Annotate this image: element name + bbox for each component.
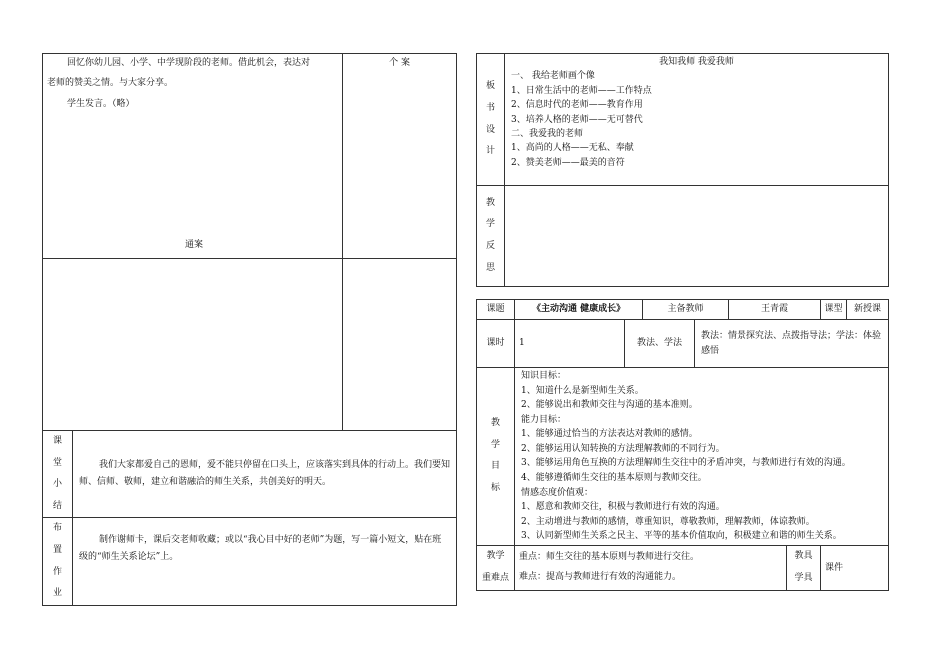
goal-line: 情感态度价值观：	[521, 487, 594, 498]
gean-cell	[343, 54, 457, 259]
board-label-cell	[477, 54, 505, 186]
tools-label-2: 学具	[794, 572, 813, 583]
summary-label-cell	[43, 431, 73, 518]
board-line: 3、培养人格的老师——无可替代	[511, 114, 643, 125]
summary-label-char: 堂	[52, 457, 62, 468]
tools-label-1: 教具	[794, 551, 813, 562]
tongan-label: 通案	[185, 240, 204, 250]
goal-line: 能力目标：	[521, 414, 567, 425]
reflection-label-char: 反	[485, 241, 495, 251]
board-line: 1、日常生活中的老师——工作特点	[511, 85, 652, 96]
board-line: 二、我爱我的老师	[511, 128, 584, 139]
goal-line: 1、愿意和教师交往，积极与教师进行有效的沟通。	[521, 502, 725, 513]
review-line: 老师的赞美之情。与大家分享。	[47, 78, 174, 89]
tools-label-cell	[787, 545, 821, 590]
review-line: 学生发言。（略）	[67, 98, 135, 109]
board-label-char: 设	[485, 124, 495, 135]
key-point: 重点：师生交往的基本原则与教师进行交往。	[519, 551, 700, 562]
board-label-char: 板	[485, 81, 495, 92]
goal-line: 2、能够运用认知转换的方法理解教师的不同行为。	[521, 443, 725, 454]
blank-side-cell	[343, 259, 457, 431]
key-label-1: 教学	[486, 551, 505, 562]
topic-value: 《主动沟通 健康成长》	[515, 300, 643, 320]
goal-label-char: 标	[490, 483, 500, 494]
homework-label-char: 布	[52, 523, 62, 534]
board-line: 一、 我给老师画个像	[511, 71, 595, 82]
method-value: 教法：情景探究法、点拨指导法；学法：体验感悟	[695, 320, 889, 368]
tools-value: 课件	[821, 545, 889, 590]
summary-label-char: 小	[52, 479, 62, 490]
type-value: 新授课	[847, 300, 889, 320]
board-line: 1、高尚的人格——无私、奉献	[511, 143, 634, 154]
board-design-table	[476, 53, 889, 287]
board-title: 我知我师 我爱我师	[659, 57, 734, 67]
lesson-plan-table	[476, 299, 889, 591]
goal-line: 知识目标：	[521, 371, 567, 381]
goal-line: 4、能够遵循师生交往的基本原则与教师交往。	[521, 473, 707, 484]
reflection-label-cell	[477, 186, 505, 287]
goal-line: 3、能够运用角色互换的方法理解师生交往中的矛盾冲突，与教师进行有效的沟通。	[521, 458, 851, 469]
homework-cell	[73, 518, 457, 605]
key-label-cell	[477, 545, 515, 590]
board-label-char: 计	[485, 146, 495, 157]
gean-label: 个 案	[389, 58, 410, 68]
type-label: 课型	[821, 300, 847, 320]
review-cell	[43, 54, 343, 259]
goal-line: 1、能够通过恰当的方法表达对教师的感情。	[521, 429, 698, 440]
method-label: 教法、学法	[625, 320, 695, 368]
goal-label-cell	[477, 368, 515, 546]
hours-value: 1	[515, 320, 625, 368]
goal-label-char: 教	[490, 418, 500, 429]
left-lesson-table	[42, 53, 457, 606]
reflection-label-char: 教	[485, 197, 495, 208]
goal-content-cell	[515, 368, 889, 546]
homework-label-char: 业	[52, 588, 62, 599]
board-line: 2、赞美老师——最美的音符	[511, 157, 625, 168]
key-content-cell	[515, 545, 787, 590]
difficult-point: 难点：提高与教师进行有效的沟通能力。	[519, 571, 682, 582]
hours-label: 课时	[477, 320, 515, 368]
teacher-value: 王青霞	[729, 300, 821, 320]
goal-line: 1、知道什么是新型师生关系。	[521, 385, 644, 396]
homework-label-cell	[43, 518, 73, 605]
summary-text: 我们大家都爱自己的恩师，爱不能只停留在口头上，应该落实到具体的行动上。我们要知师、信师、敬师，建立和谐融洽的师生关系，共创美好的明天。	[79, 460, 451, 488]
reflection-content-cell	[505, 186, 889, 287]
topic-label: 课题	[477, 300, 515, 320]
summary-cell	[73, 431, 457, 518]
reflection-label-char: 学	[485, 219, 495, 230]
goal-line: 3、认同新型师生关系之民主、平等的基本价值取向，积极建立和谐的师生关系。	[521, 531, 842, 542]
summary-label-char: 课	[52, 436, 62, 446]
goal-line: 2、能够说出和教师交往与沟通的基本准则。	[521, 400, 698, 411]
goal-label-char: 学	[490, 439, 500, 450]
teacher-label: 主备教师	[643, 300, 729, 320]
reflection-label-char: 思	[485, 262, 495, 273]
board-label-char: 书	[485, 102, 495, 113]
homework-text: 制作谢师卡，课后交老师收藏；或以“我心目中好的老师”为题，写一篇小短文，贴在班级的“师生关系论坛”上。	[79, 535, 442, 563]
homework-label-char: 作	[52, 566, 62, 577]
blank-cell	[43, 259, 343, 431]
summary-label-char: 结	[52, 500, 62, 511]
board-line: 2、信息时代的老师——教育作用	[511, 100, 643, 111]
board-content-cell	[505, 54, 889, 186]
key-label-2: 重难点	[481, 572, 509, 583]
review-line: 回忆你幼儿园、小学、中学现阶段的老师。借此机会，表达对	[67, 58, 311, 68]
goal-label-char: 目	[490, 461, 500, 472]
goal-line: 2、主动增进与教师的感情，尊重知识，尊敬教师，理解教师，体谅教师。	[521, 516, 815, 527]
homework-label-char: 置	[52, 544, 62, 555]
